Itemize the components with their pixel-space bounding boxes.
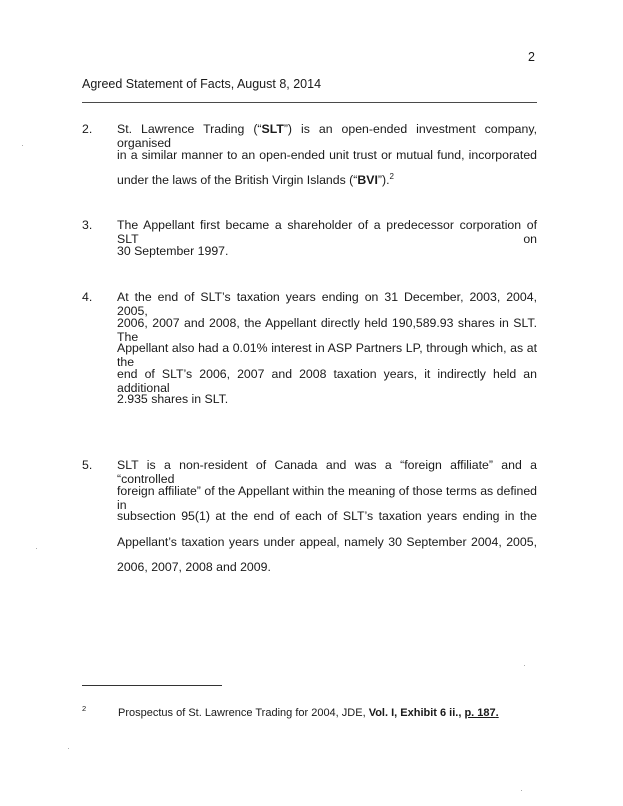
paragraph-line — [117, 244, 537, 258]
text-run: 2.935 shares in SLT. — [117, 392, 229, 406]
footnote-divider — [82, 685, 222, 686]
paragraph-line — [117, 458, 537, 486]
text-run: 2006, 2007 and 2008, the Appellant directly held 190,589.93 shares in SLT. The — [117, 315, 537, 344]
defined-term: BVI — [357, 173, 378, 187]
paragraph-line — [117, 316, 537, 344]
scan-speck — [524, 665, 525, 666]
scan-speck — [521, 790, 522, 791]
text-run: SLT is a non-resident of Canada and was a “foreign affiliate” and a “controlled — [117, 458, 537, 486]
paragraph-number: 2. — [82, 122, 93, 136]
page-number: 2 — [528, 50, 535, 64]
paragraph-line — [117, 367, 537, 395]
text-run: foreign affiliate” of the Appellant within the meaning of those terms as defined in — [117, 483, 537, 512]
text-run: At the end of SLT’s taxation years ending on 31 December, 2003, 2004, 2005, — [117, 290, 537, 318]
footnote-text — [118, 707, 499, 719]
paragraph-line — [117, 341, 537, 369]
paragraph-number: 5. — [82, 458, 93, 472]
footnote-text-bold: Vol. I, Exhibit 6 ii., — [368, 707, 465, 719]
scan-speck — [68, 748, 69, 749]
text-run: in a similar manner to an open-ended unit trust or mutual fund, incorporated — [117, 147, 537, 162]
paragraph-line — [117, 148, 537, 162]
paragraph-line — [117, 290, 537, 318]
paragraph-line — [117, 484, 537, 512]
paragraph-number: 4. — [82, 290, 93, 304]
paragraph-number: 3. — [82, 218, 93, 232]
paragraph-line — [117, 392, 537, 406]
footnote-mark: 2 — [82, 704, 87, 713]
paragraph-line — [117, 122, 537, 150]
text-run: Appellant also had a 0.01% interest in ASP Partners LP, through which, as at the — [117, 341, 537, 369]
text-run: 30 September 1997. — [117, 243, 229, 258]
text-run: The Appellant first became a shareholder of a predecessor corporation of SLT on — [117, 218, 537, 246]
text-run: under the laws of the British Virgin Islands (“ — [117, 173, 358, 187]
footnote-text-plain: Prospectus of St. Lawrence Trading for 2004, JDE, — [118, 707, 369, 719]
footnote-page-reference: p. 187 — [464, 707, 496, 719]
paragraph-line — [117, 535, 537, 549]
running-header: Agreed Statement of Facts, August 8, 2014 — [82, 77, 322, 91]
scan-speck — [22, 145, 23, 146]
footnote-period: . — [495, 707, 499, 719]
paragraph-line — [117, 173, 537, 187]
text-run: ”). — [377, 173, 390, 187]
text-run: 2006, 2007, 2008 and 2009. — [117, 560, 271, 574]
paragraph-line — [117, 218, 537, 246]
paragraph-line — [117, 509, 537, 523]
text-run: end of SLT’s 2006, 2007 and 2008 taxation years, it indirectly held an additional — [117, 366, 537, 395]
defined-term: SLT — [261, 122, 284, 136]
header-divider — [82, 102, 537, 103]
text-run: Appellant’s taxation years under appeal, namely 30 September 2004, 2005, — [117, 534, 537, 549]
text-run: St. Lawrence Trading (“ — [117, 122, 262, 136]
scan-speck — [36, 548, 37, 549]
footnote-reference: 2 — [389, 171, 394, 181]
paragraph-line — [117, 560, 537, 574]
text-run: ”) is an open-ended investment company, organised — [117, 122, 537, 150]
text-run: subsection 95(1) at the end of each of SLT’s taxation years ending in the — [117, 509, 537, 523]
